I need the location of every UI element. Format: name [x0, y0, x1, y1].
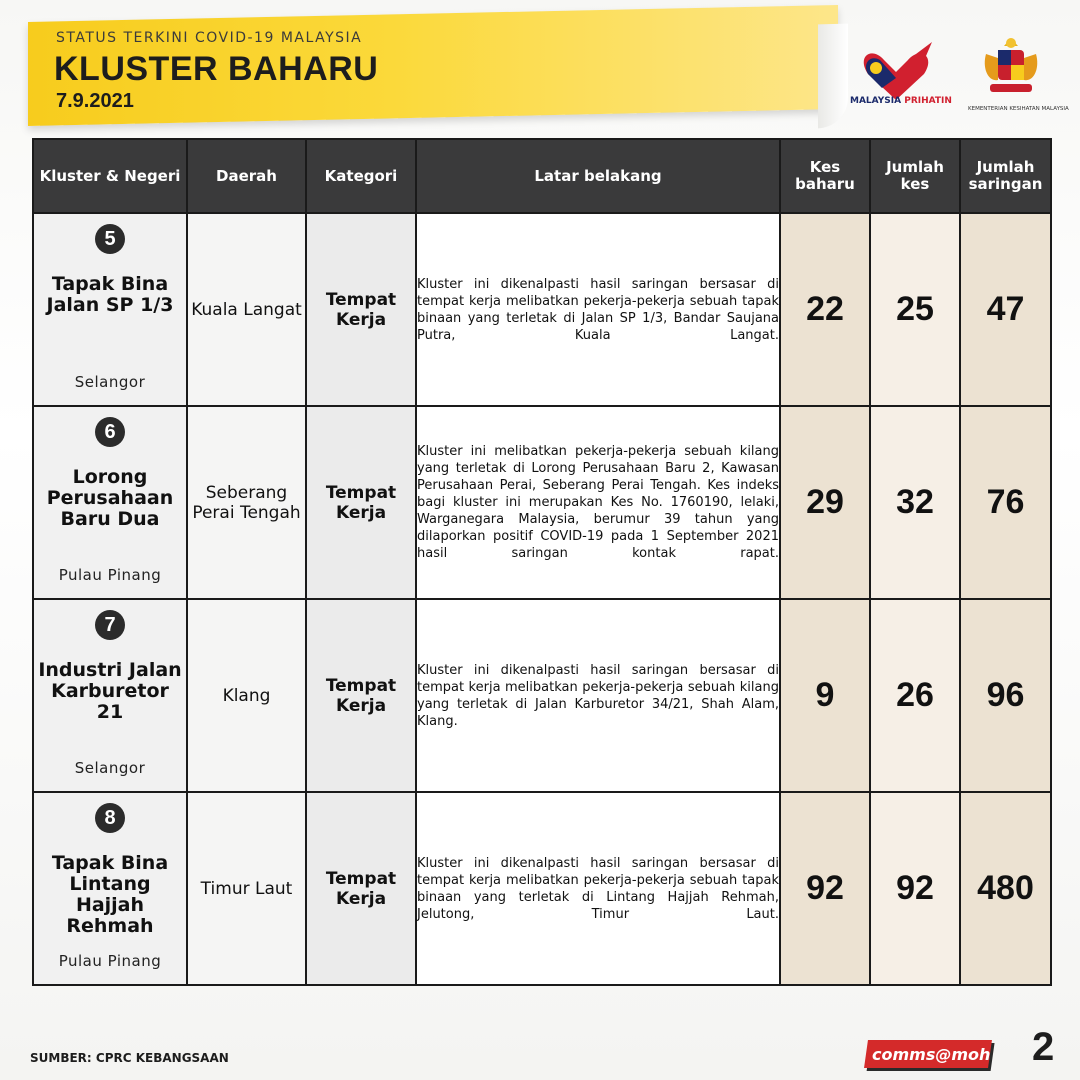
cell-kes-baharu: 22: [780, 213, 870, 406]
cluster-state: Pulau Pinang: [58, 566, 162, 584]
header-latar: Latar belakang: [416, 139, 780, 213]
cell-kes-baharu: 29: [780, 406, 870, 599]
table-row: [33, 599, 1051, 792]
cell-daerah: Klang: [187, 599, 306, 792]
cell-daerah: Kuala Langat: [187, 213, 306, 406]
prihatin-logo-text-1: MALAYSIA: [850, 96, 902, 106]
header-jumlah-saringan: Jumlah saringan: [960, 139, 1051, 213]
header-kategori: Kategori: [306, 139, 416, 213]
cell-jumlah-kes: 92: [870, 792, 960, 985]
cell-kategori: Tempat Kerja: [306, 599, 416, 792]
header-jumlah-kes: Jumlah kes: [870, 139, 960, 213]
cell-kategori: Tempat Kerja: [306, 792, 416, 985]
cell-daerah: Seberang Perai Tengah: [187, 406, 306, 599]
cluster-name: Tapak Bina Jalan SP 1/3: [46, 273, 174, 316]
cluster-state: Selangor: [74, 759, 146, 777]
table-row: [33, 792, 1051, 985]
prihatin-logo-text: [850, 96, 952, 106]
cell-daerah: Timur Laut: [187, 792, 306, 985]
cluster-name: Industri Jalan Karburetor 21: [38, 659, 182, 723]
cell-latar: [416, 406, 780, 599]
cluster-name: Lorong Perusahaan Baru Dua: [46, 466, 174, 530]
cell-jumlah-saringan: 76: [960, 406, 1051, 599]
cell-kes-baharu: 92: [780, 792, 870, 985]
header-date: 7.9.2021: [56, 90, 134, 112]
cell-kes-baharu: 9: [780, 599, 870, 792]
cluster-number-badge: 5: [95, 224, 125, 254]
cell-jumlah-kes: 32: [870, 406, 960, 599]
cell-jumlah-saringan: 480: [960, 792, 1051, 985]
cell-kategori: Tempat Kerja: [306, 213, 416, 406]
cluster-state: Selangor: [74, 373, 146, 391]
latar-text: Kluster ini dikenalpasti hasil saringan bersasar di tempat kerja melibatkan pekerja-pekerja sebuah tapak binaan yang terletak di Lintang Hajjah Rehmah, Jelutong, Timur Laut.: [417, 855, 779, 922]
banner-page-curl: [818, 24, 848, 129]
header-daerah: Daerah: [187, 139, 306, 213]
table-row: [33, 213, 1051, 406]
page-number: 2: [1032, 1025, 1055, 1069]
prihatin-logo-text-2: PRIHATIN: [904, 96, 952, 106]
cell-latar: [416, 792, 780, 985]
cell-latar: [416, 213, 780, 406]
table-row: [33, 406, 1051, 599]
cell-jumlah-saringan: 96: [960, 599, 1051, 792]
brand-badge-text: comms@moh: [872, 1045, 991, 1064]
cluster-table: [32, 138, 1052, 986]
kkm-logo-text: KEMENTERIAN KESIHATAN MALAYSIA: [968, 106, 1069, 112]
cluster-state: Pulau Pinang: [58, 952, 162, 970]
cell-kluster: [33, 406, 187, 599]
cell-kluster: [33, 792, 187, 985]
header-kes-baharu: Kes baharu: [780, 139, 870, 213]
latar-text: Kluster ini dikenalpasti hasil saringan bersasar di tempat kerja melibatkan pekerja-pekerja sebuah tapak binaan yang terletak di Jalan SP 1/3, Bandar Saujana Putra, Kuala Langat.: [417, 276, 779, 343]
cell-latar: [416, 599, 780, 792]
latar-text: Kluster ini melibatkan pekerja-pekerja sebuah kilang yang terletak di Lorong Perusahaan Baru 2, Kawasan Perusahaan Perai, Seberang Perai Tengah. Kes indeks bagi kluster ini merupakan Kes No. 1760190, lelaki, Warganegara Malaysia, berumur 39 tahun yang dilaporkan positif COVID-19 pada 1 September 2021 hasil saringan kontak rapat.: [417, 444, 779, 561]
cluster-number-badge: 7: [95, 610, 125, 640]
cell-jumlah-saringan: 47: [960, 213, 1051, 406]
cluster-number-badge: 8: [95, 803, 125, 833]
cluster-number-badge: 6: [95, 417, 125, 447]
cell-jumlah-kes: 25: [870, 213, 960, 406]
kkm-crest-icon: [978, 34, 1044, 100]
header-subtitle: STATUS TERKINI COVID-19 MALAYSIA: [56, 30, 363, 46]
cell-jumlah-kes: 26: [870, 599, 960, 792]
table-header-row: [33, 139, 1051, 213]
latar-text: Kluster ini dikenalpasti hasil saringan bersasar di tempat kerja melibatkan pekerja-pekerja sebuah kilang yang terletak di Jalan Karburetor 34/21, Shah Alam, Klang.: [417, 662, 779, 729]
cell-kluster: [33, 213, 187, 406]
header-kluster: Kluster & Negeri: [33, 139, 187, 213]
cell-kluster: [33, 599, 187, 792]
header-title: KLUSTER BAHARU: [54, 50, 379, 88]
cell-kategori: Tempat Kerja: [306, 406, 416, 599]
source-credit: SUMBER: CPRC KEBANGSAAN: [30, 1051, 229, 1065]
cluster-name: Tapak Bina Lintang Hajjah Rehmah: [51, 852, 169, 937]
